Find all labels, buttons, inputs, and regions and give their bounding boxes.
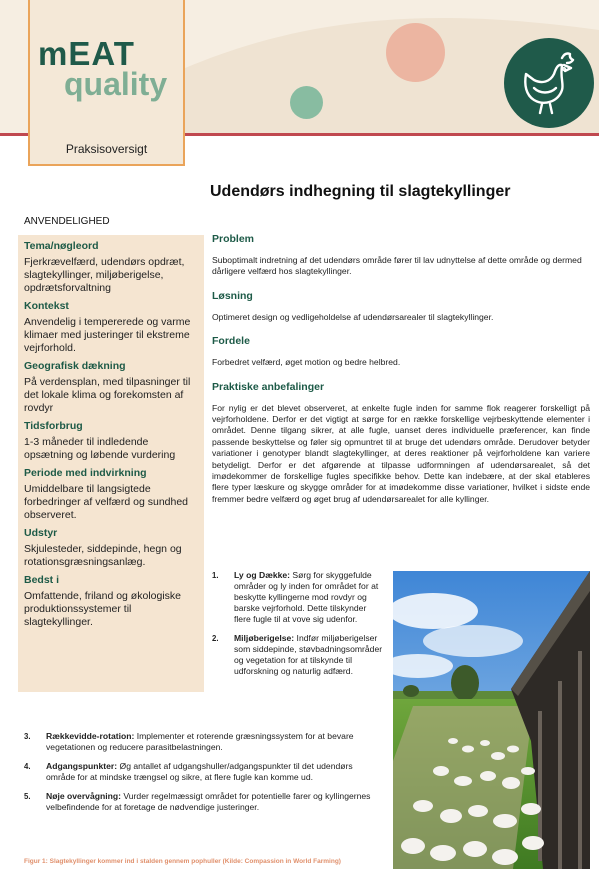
list-item-title: Nøje overvågning: bbox=[46, 791, 121, 801]
list-number: 5. bbox=[24, 792, 31, 801]
list-item bbox=[24, 791, 376, 813]
practical-text: For nylig er det blevet observeret, at enkelte fugle inden for samme flok reagerer forskelligt på vejrforholdene. Derfor er det vigtigt at sørge for en række forskellige vejrbeskyttende elementer i området. Denne tilgang sikrer, at alle fugle, uanset deres individuelle præferencer, kan finde passende beskyttelse og føler sig opmuntret til at bruge det udendørs område. Derudover betyder variationer i genotyper blandt slagtekyllinger, at deres reaktioner på vejrforholdene kan variere betydeligt. Derfor er det afgørende at tilpasse udformningen af udendørsarealet, så det imødekommer de forskellige fugles specifikke behov. Dette kan indebære, at der skal etableres flere typer læskure og skygge områder for at imødekomme disse variationer, hvilket i sidste ende fremmer bedre velfærd og øget brug af udendørsarealet for alle kyllinger. bbox=[212, 402, 590, 504]
sidebar-heading-geography: Geografisk dækning bbox=[24, 360, 126, 372]
figure-caption: Figur 1: Slagtekyllinger kommer ind i stalden gennem pophuller (Kilde: Compassion in World Farming) bbox=[24, 858, 341, 865]
sidebar-text-theme: Fjerkrævelfærd, udendørs opdræt, slagtekyllinger, miljøberigelse, opdrætsforvaltning bbox=[24, 256, 185, 294]
logo-meat-text: mEAT bbox=[38, 35, 135, 72]
chicken-icon-badge bbox=[504, 38, 594, 128]
page-title: Udendørs indhegning til slagtekyllinger bbox=[210, 183, 511, 200]
decorative-circle-peach bbox=[386, 23, 445, 82]
list-item-text: Øg antallet af udgangshuller/adgangspunkter til det udendørs område for at mindske trængsel og sikre, at flere fugle kan komme ud. bbox=[46, 761, 353, 782]
list-item-text: Vurder regelmæssigt området for potentielle farer og kyllingernes velbefindende for at foretage de nødvendige justeringer. bbox=[46, 791, 371, 812]
list-item-title: Ly og Dække: bbox=[234, 570, 291, 580]
sidebar-text-impact-period: Umiddelbare til langsigtede forbedringer af velfærd og sundhed observeret. bbox=[24, 483, 189, 521]
problem-heading: Problem bbox=[212, 233, 255, 245]
recommendation-list-bottom bbox=[24, 731, 376, 821]
sidebar-text-best-in: Omfattende, friland og økologiske produktionssystemer til slagtekyllinger. bbox=[24, 590, 181, 628]
benefits-text: Forbedret velfærd, øget motion og bedre helbred. bbox=[212, 357, 401, 368]
list-item-text: Sørg for skyggefulde områder og ly inden for området for at beskytte kyllingerne mod rovdyr og barske vejrforhold. Dette tilskynder flere fugle til at vove sig udenfor. bbox=[234, 570, 379, 624]
list-item-title: Adgangspunkter: bbox=[46, 761, 118, 771]
list-item-title: Rækkevidde-rotation: bbox=[46, 731, 135, 741]
applicability-label: ANVENDELIGHED bbox=[24, 216, 110, 227]
benefits-heading: Fordele bbox=[212, 335, 250, 348]
list-item bbox=[212, 633, 384, 677]
main-content bbox=[212, 233, 590, 517]
sidebar-heading-theme: Tema/nøgleord bbox=[24, 240, 99, 252]
photo-illustration bbox=[393, 571, 590, 869]
sidebar-heading-impact-period: Periode med indvirkning bbox=[24, 467, 147, 479]
document-subtitle: Praksisoversigt bbox=[65, 142, 148, 156]
sidebar-heading-context: Kontekst bbox=[24, 300, 69, 312]
sidebar-text-equipment: Skjulesteder, siddepinde, hegn og rotationsgræsningsanlæg. bbox=[24, 543, 182, 568]
list-number: 2. bbox=[212, 634, 219, 643]
logo-quality-text: quality bbox=[64, 66, 168, 102]
decorative-circle-green bbox=[290, 86, 323, 119]
sidebar-text-context: Anvendelig i tempererede og varme klimaer med justeringer til ekstreme vejrforhold. bbox=[24, 316, 191, 354]
sidebar-text-geography: På verdensplan, med tilpasninger til det lokale klima og forekomsten af rovdyr bbox=[24, 376, 191, 414]
logo-panel bbox=[28, 0, 185, 166]
list-item-text: Indfør miljøberigelser som siddepinde, støvbadningsområder og vegetation for at tilskynde til udforskning og naturlig adfærd. bbox=[234, 633, 383, 676]
solution-heading: Løsning bbox=[212, 289, 253, 302]
sidebar-text-time: 1-3 måneder til indledende opsætning og løbende vurdering bbox=[24, 436, 176, 461]
sidebar-heading-equipment: Udstyr bbox=[24, 527, 58, 539]
list-item bbox=[24, 761, 376, 783]
chicken-icon bbox=[504, 38, 594, 128]
sidebar-heading-best-in: Bedst i bbox=[24, 574, 60, 586]
list-item bbox=[24, 731, 376, 753]
chicken-field-photo bbox=[393, 571, 590, 869]
list-item-text: Implementer et roterende græsningssystem for at bevare vegetationen og reducere parasitbelastningen. bbox=[46, 731, 354, 752]
practical-heading: Praktiske anbefalinger bbox=[212, 380, 325, 393]
problem-text: Suboptimalt indretning af det udendørs område fører til lav udnyttelse af dette område og dermed dårligere velfærd hos slagtekyllinger. bbox=[212, 255, 582, 277]
list-number: 1. bbox=[212, 571, 219, 580]
solution-text: Optimeret design og vedligeholdelse af udendørsarealer til slagtekyllinger. bbox=[212, 311, 494, 322]
list-item-title: Miljøberigelse: bbox=[234, 633, 295, 643]
recommendation-list-top bbox=[212, 570, 384, 685]
applicability-sidebar bbox=[18, 235, 204, 692]
list-number: 4. bbox=[24, 762, 31, 771]
sidebar-heading-time: Tidsforbrug bbox=[24, 420, 83, 432]
list-item bbox=[212, 570, 384, 625]
list-number: 3. bbox=[24, 732, 31, 741]
